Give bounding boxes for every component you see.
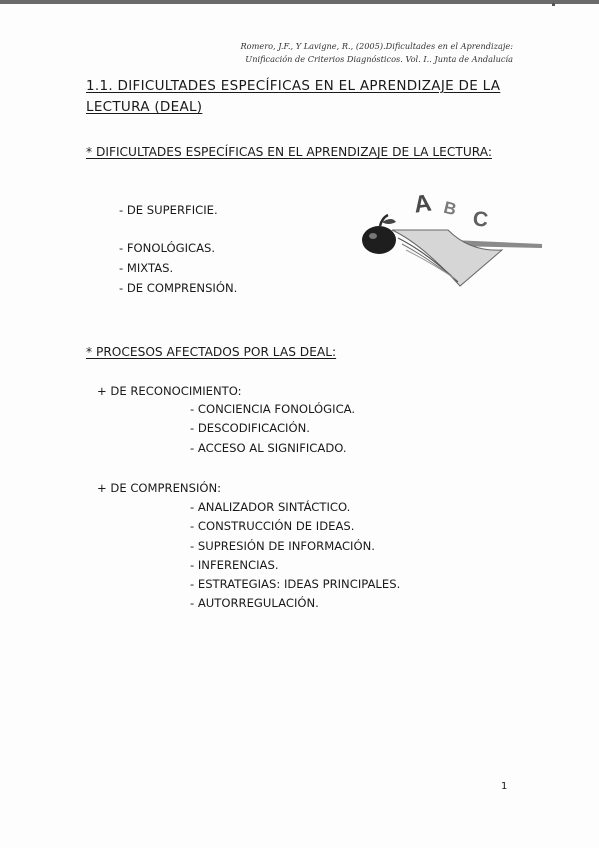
list-item: - FONOLÓGICAS. (119, 241, 216, 255)
letter-a: A (412, 189, 434, 219)
list-item: - CONCIENCIA FONOLÓGICA. (190, 402, 356, 416)
apple-icon (362, 226, 396, 254)
list-item: - ANALIZADOR SINTÁCTICO. (190, 500, 351, 514)
group-label-comprension: + DE COMPRENSIÓN: (97, 481, 222, 495)
list-item: - ACCESO AL SIGNIFICADO. (190, 440, 347, 455)
citation-line-2: Unificación de Criterios Diagnósticos. Vol. I.. Junta de Andalucía (245, 54, 513, 64)
scan-top-edge (0, 0, 599, 4)
apple-book-pencil-illustration (352, 182, 548, 288)
list-item: - DE COMPRENSIÓN. (119, 281, 238, 295)
page-title: 1.1. DIFICULTADES ESPECÍFICAS EN EL APRENDIZAJE DE LA LECTURA (DEAL) (86, 78, 501, 115)
list-item: - DESCODIFICACIÓN. (190, 421, 310, 436)
book-icon (392, 230, 502, 286)
list-item: - CONSTRUCCIÓN DE IDEAS. (190, 519, 355, 534)
letter-c: C (471, 207, 490, 232)
scan-mark (552, 3, 555, 6)
list-comprension (190, 498, 400, 614)
list-item: - ESTRATEGIAS: IDEAS PRINCIPALES. (190, 577, 401, 592)
page-number: 1 (501, 781, 508, 792)
list-item: - MIXTAS. (119, 261, 174, 275)
list-item: - INFERENCIAS. (190, 557, 279, 572)
letter-b: B (441, 197, 459, 220)
citation-line-1: Romero, J.F., Y Lavigne, R., (2005).Dificultades en el Aprendizaje: (240, 41, 513, 51)
list-item: - DE SUPERFICIE. (119, 203, 218, 217)
list-item: - SUPRESIÓN DE INFORMACIÓN. (190, 538, 375, 553)
citation-header (213, 40, 513, 66)
section-heading-procesos: * PROCESOS AFECTADOS POR LAS DEAL: (86, 345, 337, 359)
list-reconocimiento (190, 400, 355, 458)
group-label-reconocimiento: + DE RECONOCIMIENTO: (97, 384, 242, 398)
section-heading-dificultades: * DIFICULTADES ESPECÍFICAS EN EL APRENDIZAJE DE LA LECTURA: (86, 145, 492, 159)
list-item: - AUTORREGULACIÓN. (190, 596, 319, 611)
